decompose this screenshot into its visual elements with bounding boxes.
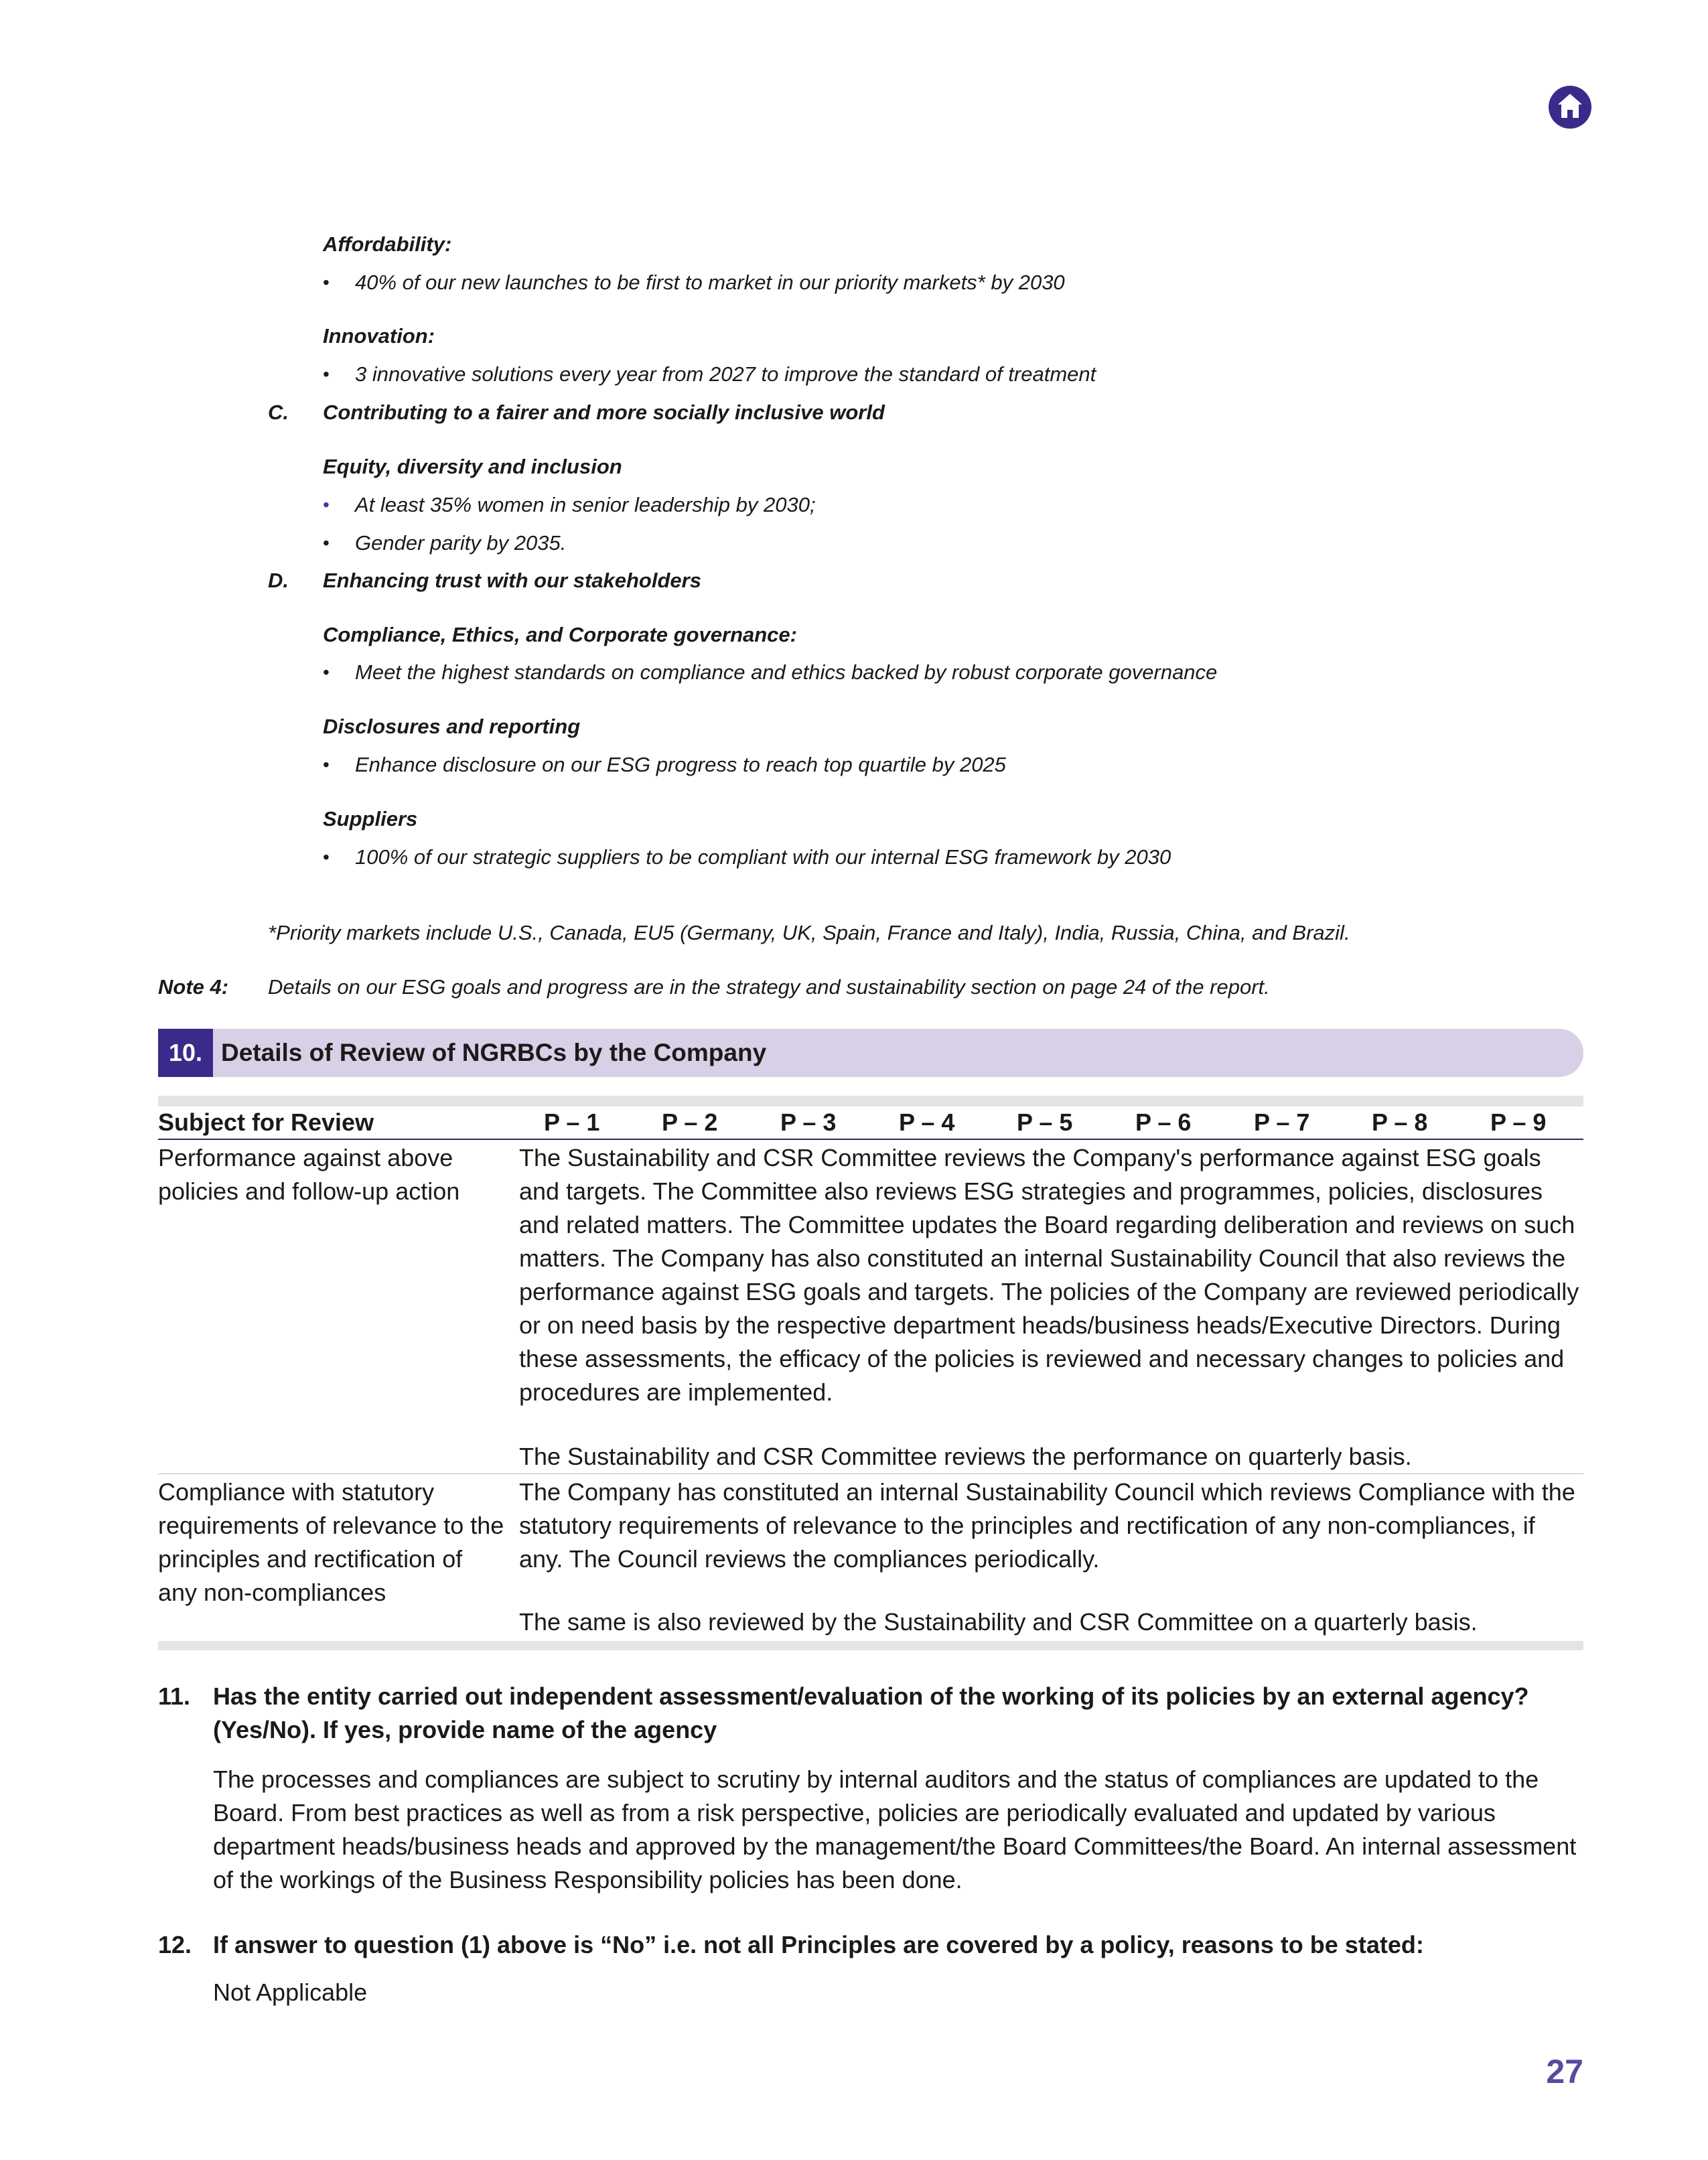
section-10-number: 10. xyxy=(158,1029,213,1077)
table-header-p3: P – 3 xyxy=(780,1108,837,1136)
table-row-review-text: The Company has constituted an internal Sustainability Council which reviews Compliance with the statutory requirements of relevance to the principles and rectification of any non-compliances, if any. The Council reviews the compliances periodically. xyxy=(519,1478,1575,1573)
note4-label: Note 4: xyxy=(158,975,229,999)
section-d-title: Enhancing trust with our stakeholders xyxy=(323,569,701,592)
suppliers-bullet: 100% of our strategic suppliers to be compliant with our internal ESG framework by 2030 xyxy=(355,845,1171,869)
compliance-heading: Compliance, Ethics, and Corporate governance: xyxy=(323,623,797,646)
affordability-heading: Affordability: xyxy=(323,232,452,256)
compliance-bullet: Meet the highest standards on compliance and ethics backed by robust corporate governance xyxy=(355,660,1218,684)
q11-question: Has the entity carried out independent assessment/evaluation of the working of its policies by an external agency? (Yes/No). If yes, provide name of the agency xyxy=(213,1682,1529,1743)
table-header-p7: P – 7 xyxy=(1254,1108,1310,1136)
q11-answer: The processes and compliances are subject to scrutiny by internal auditors and the status of compliances are updated to the Board. From best practices as well as from a risk perspective, policies are periodically evaluated and updated by various department heads/business heads and approved by the management/the Board Committees/the Board. An internal assessment of the workings of the Business Responsibility policies has been done. xyxy=(213,1766,1577,1893)
q12-answer: Not Applicable xyxy=(213,1978,368,2006)
priority-markets-footnote: *Priority markets include U.S., Canada, EU5 (Germany, UK, Spain, France and Italy), India, Russia, China, and Brazil. xyxy=(268,921,1350,944)
section-c-title: Contributing to a fairer and more socially inclusive world xyxy=(323,401,885,424)
table-bottom-band xyxy=(158,1641,1583,1650)
bullet-dot: • xyxy=(323,364,330,384)
table-header-p2: P – 2 xyxy=(662,1108,718,1136)
table-header-p6: P – 6 xyxy=(1135,1108,1192,1136)
suppliers-heading: Suppliers xyxy=(323,807,418,831)
table-header-rule xyxy=(158,1139,1583,1140)
table-header-p9: P – 9 xyxy=(1490,1108,1547,1136)
section-c-letter: C. xyxy=(268,401,289,424)
innovation-bullet: 3 innovative solutions every year from 2027 to improve the standard of treatment xyxy=(355,362,1096,386)
q12-question: If answer to question (1) above is “No” i.e. not all Principles are covered by a policy, reasons to be stated: xyxy=(213,1931,1424,1958)
table-top-band xyxy=(158,1096,1583,1106)
bullet-dot: • xyxy=(323,662,330,682)
section-d-letter: D. xyxy=(268,569,289,592)
table-row-subject: Performance against above policies and follow-up action xyxy=(158,1144,460,1205)
page-number: 27 xyxy=(1546,2053,1583,2090)
equity-bullet: Gender parity by 2035. xyxy=(355,531,567,555)
affordability-bullet: 40% of our new launches to be first to market in our priority markets* by 2030 xyxy=(355,271,1065,294)
table-header-subject: Subject for Review xyxy=(158,1108,374,1136)
bullet-dot: • xyxy=(323,494,330,515)
q12-number: 12. xyxy=(158,1931,192,1958)
bullet-dot: • xyxy=(323,532,330,553)
table-header-p4: P – 4 xyxy=(899,1108,955,1136)
disclosures-bullet: Enhance disclosure on our ESG progress to reach top quartile by 2025 xyxy=(355,753,1006,776)
equity-heading: Equity, diversity and inclusion xyxy=(323,455,622,478)
bullet-dot: • xyxy=(323,847,330,867)
table-row-subject: Compliance with statutory requirements of relevance to the principles and rectification of any non-compliances xyxy=(158,1478,504,1606)
table-header-p1: P – 1 xyxy=(544,1108,600,1136)
table-header-p5: P – 5 xyxy=(1017,1108,1073,1136)
table-row-review-text: The Sustainability and CSR Committee reviews the Company's performance against ESG goals and targets. The Committee also reviews ESG strategies and programmes, policies, disclosures and related matters. The Committee updates the Board regarding deliberation and reviews on such matters. The Company has also constituted an internal Sustainability Council that also reviews the performance against ESG goals and targets. The policies of the Company are reviewed periodically or on need basis by the respective department heads/business heads/Executive Directors. During these assessments, the efficacy of the policies is reviewed and necessary changes to policies and procedures are implemented. xyxy=(519,1144,1579,1406)
bullet-dot: • xyxy=(323,754,330,775)
equity-bullet: At least 35% women in senior leadership by 2030; xyxy=(355,493,816,516)
table-row-divider xyxy=(158,1473,1583,1474)
section-10-title: Details of Review of NGRBCs by the Company xyxy=(221,1039,767,1066)
q11-number: 11. xyxy=(158,1682,191,1710)
table-row-review-text: The same is also reviewed by the Sustainability and CSR Committee on a quarterly basis. xyxy=(519,1608,1478,1636)
note4-text: Details on our ESG goals and progress are in the strategy and sustainability section on page 24 of the report. xyxy=(268,975,1270,999)
disclosures-heading: Disclosures and reporting xyxy=(323,715,581,738)
table-header-p8: P – 8 xyxy=(1372,1108,1428,1136)
bullet-dot: • xyxy=(323,272,330,293)
table-row-review-text: The Sustainability and CSR Committee reviews the performance on quarterly basis. xyxy=(519,1443,1412,1470)
innovation-heading: Innovation: xyxy=(323,324,435,348)
home-icon[interactable] xyxy=(1547,84,1593,130)
